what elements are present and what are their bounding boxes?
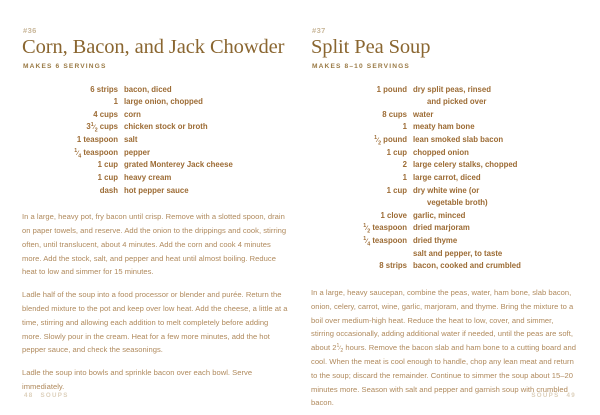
ingredient-amount: dash — [99, 185, 118, 195]
ingredient-amount: $3^1⁄_2$ cups — [86, 122, 118, 134]
folio-section-label-left: SOUPS — [40, 392, 69, 399]
ingredient-name: dried marjoram — [413, 223, 470, 233]
recipe-title-left: Corn, Bacon, and Jack Chowder — [22, 36, 285, 58]
ingredient-row — [22, 96, 289, 109]
recipe-number-left: #36 — [23, 26, 37, 35]
instruction-paragraph: Ladle half of the soup into a food processor or blender and purée. Return the blended mixture to the pot and keep over low heat. Add the cheese, a little at a time, stirring and allowing each addition to melt completely before adding more. Slowly pour in the cream. Heat for a few more minutes, add the hot pepper sauce, and check the seasonings. — [22, 290, 288, 355]
ingredient-name: vegetable broth) — [427, 198, 488, 208]
instruction-steps-left — [22, 210, 289, 394]
ingredient-row — [311, 121, 578, 134]
ingredient-name: salt — [124, 135, 138, 145]
ingredient-row — [22, 172, 289, 185]
ingredient-amount: $^1⁄_4$ teaspoon — [74, 147, 118, 159]
ingredient-name: grated Monterey Jack cheese — [124, 160, 233, 170]
ingredient-row — [311, 109, 578, 122]
ingredient-row — [22, 147, 289, 160]
ingredient-amount: $^1⁄_2$ pound — [374, 134, 407, 147]
right-page — [311, 26, 578, 415]
ingredient-amount: 1 — [402, 122, 407, 132]
ingredient-amount: 6 strips — [90, 84, 118, 94]
ingredient-list-left — [22, 84, 289, 198]
ingredient-amount: 1 cup — [386, 147, 407, 157]
ingredient-row — [311, 197, 578, 210]
ingredient-row — [311, 248, 578, 261]
ingredient-amount: 1 pound — [376, 84, 407, 94]
ingredient-name: dry white wine (or — [413, 185, 480, 195]
ingredient-name: salt and pepper, to taste — [413, 248, 503, 258]
ingredient-name: garlic, minced — [413, 210, 466, 220]
folio-page-number-left: 48 — [24, 392, 34, 399]
ingredient-name: large carrot, diced — [413, 172, 481, 182]
ingredient-name: hot pepper sauce — [124, 185, 189, 195]
recipe-number-right: #37 — [312, 26, 326, 35]
ingredient-name: water — [413, 109, 434, 119]
ingredient-name: bacon, cooked and crumbled — [413, 261, 521, 271]
ingredient-row — [22, 109, 289, 122]
recipe-title-right: Split Pea Soup — [311, 36, 431, 58]
ingredient-row — [311, 147, 578, 160]
left-page — [22, 26, 289, 415]
ingredient-amount: 1 cup — [97, 172, 118, 182]
ingredient-name: dried thyme — [413, 236, 458, 246]
ingredient-name: corn — [124, 109, 141, 119]
ingredient-name: chicken stock or broth — [124, 122, 208, 132]
ingredient-row — [311, 96, 578, 109]
ingredient-row — [311, 134, 578, 147]
ingredient-row — [311, 260, 578, 273]
ingredient-name: meaty ham bone — [413, 122, 475, 132]
ingredient-row — [22, 185, 289, 198]
ingredient-amount: 1 — [113, 97, 118, 107]
ingredient-row — [22, 121, 289, 134]
ingredient-name: heavy cream — [124, 172, 172, 182]
ingredient-row — [22, 134, 289, 147]
folio-page-number-right: 49 — [566, 392, 576, 399]
ingredient-amount: 4 cups — [93, 109, 118, 119]
ingredient-row — [311, 159, 578, 172]
ingredient-amount: 1 teaspoon — [76, 135, 118, 145]
ingredient-amount: 1 — [402, 172, 407, 182]
ingredient-row — [311, 235, 578, 248]
ingredient-amount: $^1⁄_2$ teaspoon — [363, 223, 407, 235]
ingredient-row — [22, 159, 289, 172]
ingredient-amount: 1 clove — [380, 210, 407, 220]
ingredient-name: chopped onion — [413, 147, 469, 157]
recipe-yield-left: MAKES 6 SERVINGS — [23, 62, 107, 70]
ingredient-row — [311, 222, 578, 235]
ingredient-amount: $^1⁄_4$ teaspoon — [363, 235, 407, 248]
ingredient-name: and picked over — [427, 97, 487, 107]
ingredient-name: large celery stalks, chopped — [413, 160, 518, 170]
instruction-paragraph: Ladle the soup into bowls and sprinkle bacon over each bowl. Serve immediately. — [22, 368, 253, 392]
ingredient-row — [311, 84, 578, 97]
ingredient-name: pepper — [124, 147, 150, 157]
ingredient-amount: 8 cups — [382, 109, 407, 119]
folio-section-label-right: SOUPS — [531, 392, 560, 399]
ingredient-name: large onion, chopped — [124, 97, 203, 107]
ingredient-row — [311, 210, 578, 223]
ingredient-row — [311, 185, 578, 198]
instruction-paragraph: In a large, heavy pot, fry bacon until crisp. Remove with a slotted spoon, drain on paper towels, and reserve. Add the onion to the drippings and cook, stirring often, until translucent, about 4 minutes. Add the corn and cook 4 minutes more. Add the stock, salt, and pepper and heat until almost boiling. Reduce heat to low and simmer for 15 minutes. — [22, 212, 287, 277]
ingredient-amount: 8 strips — [379, 261, 407, 271]
ingredient-row — [22, 84, 289, 97]
ingredient-amount: 1 cup — [97, 160, 118, 170]
instruction-paragraph: In a large, heavy saucepan, combine the peas, water, ham bone, slab bacon, onion, celery, carrot, wine, garlic, marjoram, and thyme. Bring the mixture to a boil over medium-high heat. Reduce the heat to low, cover, and simmer, stirring occasionally, adding additional water if needed, until the peas are soft, about $2^1⁄_2$ hours. Remove the bacon slab and ham bone to a cutting board and cool. When the meat is cool enough to handle, chop any lean meat and return to the soup; discard the remainder. Continue to simmer the soup about 15–20 minutes more. Season with salt and pepper and garnish soup with crumbled bacon. — [311, 287, 576, 408]
ingredient-row — [311, 172, 578, 185]
ingredient-list-right — [311, 84, 578, 273]
folio-left — [24, 392, 69, 399]
ingredient-name: dry split peas, rinsed — [413, 84, 491, 94]
ingredient-amount: 1 cup — [386, 185, 407, 195]
ingredient-name: lean smoked slab bacon — [413, 135, 504, 145]
recipe-yield-right: MAKES 8–10 SERVINGS — [312, 62, 410, 70]
folio-right — [531, 392, 576, 399]
ingredient-name: bacon, diced — [124, 84, 172, 94]
ingredient-amount: 2 — [402, 160, 407, 170]
